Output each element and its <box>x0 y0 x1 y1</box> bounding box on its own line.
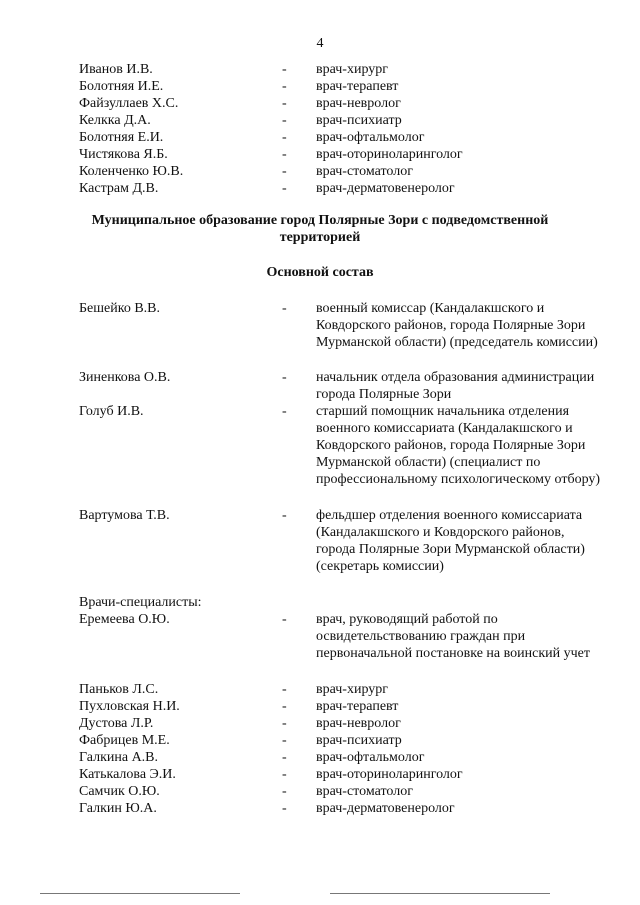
dash-separator: - <box>282 801 287 816</box>
person-role: врач-офтальмолог <box>316 750 425 765</box>
person-name: Самчик О.Ю. <box>79 784 160 799</box>
dash-separator: - <box>282 716 287 731</box>
person-name: Болотняя И.Е. <box>79 79 164 94</box>
person-role: врач-невролог <box>316 716 401 731</box>
person-name: Иванов И.В. <box>79 62 153 77</box>
dash-separator: - <box>282 784 287 799</box>
person-name: Болотняя Е.И. <box>79 130 164 145</box>
person-role: врач-терапевт <box>316 79 399 94</box>
person-role: врач-хирург <box>316 62 389 77</box>
person-role: врач-хирург <box>316 682 389 697</box>
person-name: Галкин Ю.А. <box>79 801 157 816</box>
person-name: Келкка Д.А. <box>79 113 151 128</box>
dash-separator: - <box>282 682 287 697</box>
person-name: Чистякова Я.Б. <box>79 147 168 162</box>
dash-separator: - <box>282 130 287 145</box>
dash-separator: - <box>282 733 287 748</box>
dash-separator: - <box>282 370 287 385</box>
person-name: Галкина А.В. <box>79 750 159 765</box>
dash-separator: - <box>282 767 287 782</box>
dash-separator: - <box>282 612 287 627</box>
person-role: начальник отдела образования администрации города Полярные Зори <box>316 370 595 402</box>
dash-separator: - <box>282 181 287 196</box>
person-name: Бешейко В.В. <box>79 301 161 316</box>
person-role: врач-оториноларинголог <box>316 767 463 782</box>
person-role: врач-стоматолог <box>316 784 413 799</box>
person-name: Пухловская Н.И. <box>79 699 180 714</box>
person-role: фельдшер отделения военного комиссариата (Кандалакшского и Ковдорского районов, города Полярные Зори Мурманской области) (секретарь комиссии) <box>316 508 585 574</box>
dash-separator: - <box>282 404 287 419</box>
dash-separator: - <box>282 113 287 128</box>
person-role: старший помощник начальника отделения военного комиссариата (Кандалакшского и Ковдорского районов, города Полярные Зори Мурманской области) (специалист по профессиональному психологическому отбору) <box>316 404 601 487</box>
dash-separator: - <box>282 62 287 77</box>
person-name: Еремеева О.Ю. <box>79 612 170 627</box>
person-name: Паньков Л.С. <box>79 682 159 697</box>
person-name: Файзуллаев Х.С. <box>79 96 179 111</box>
subsection-title: Основной состав <box>266 265 374 280</box>
person-name: Катькалова Э.И. <box>79 767 176 782</box>
dash-separator: - <box>282 750 287 765</box>
footer-divider <box>40 893 240 894</box>
person-name: Фабрицев М.Е. <box>79 733 170 748</box>
person-role: военный комиссар (Кандалакшского и Ковдорского районов, города Полярные Зори Мурманской области) (председатель комиссии) <box>316 301 598 350</box>
person-name: Зиненкова О.В. <box>79 370 171 385</box>
doctors-label: Врачи-специалисты: <box>79 595 202 610</box>
person-role: врач-дерматовенеролог <box>316 801 455 816</box>
person-role: врач-оториноларинголог <box>316 147 463 162</box>
person-role: врач-психиатр <box>316 113 402 128</box>
person-name: Коленченко Ю.В. <box>79 164 184 179</box>
dash-separator: - <box>282 164 287 179</box>
section-title: Муниципальное образование город Полярные Зори с подведомственной территорией <box>91 213 549 245</box>
dash-separator: - <box>282 96 287 111</box>
person-name: Кастрам Д.В. <box>79 181 159 196</box>
person-role: врач-стоматолог <box>316 164 413 179</box>
dash-separator: - <box>282 147 287 162</box>
dash-separator: - <box>282 699 287 714</box>
person-role: врач, руководящий работой по освидетельствованию граждан при первоначальной постановке на воинский учет <box>316 612 591 661</box>
person-role: врач-офтальмолог <box>316 130 425 145</box>
person-role: врач-психиатр <box>316 733 402 748</box>
person-role: врач-терапевт <box>316 699 399 714</box>
dash-separator: - <box>282 301 287 316</box>
person-role: врач-невролог <box>316 96 401 111</box>
footer-divider <box>330 893 550 894</box>
person-name: Голуб И.В. <box>79 404 144 419</box>
page-number: 4 <box>316 36 324 51</box>
person-role: врач-дерматовенеролог <box>316 181 455 196</box>
person-name: Вартумова Т.В. <box>79 508 170 523</box>
person-name: Дустова Л.Р. <box>79 716 154 731</box>
dash-separator: - <box>282 508 287 523</box>
dash-separator: - <box>282 79 287 94</box>
